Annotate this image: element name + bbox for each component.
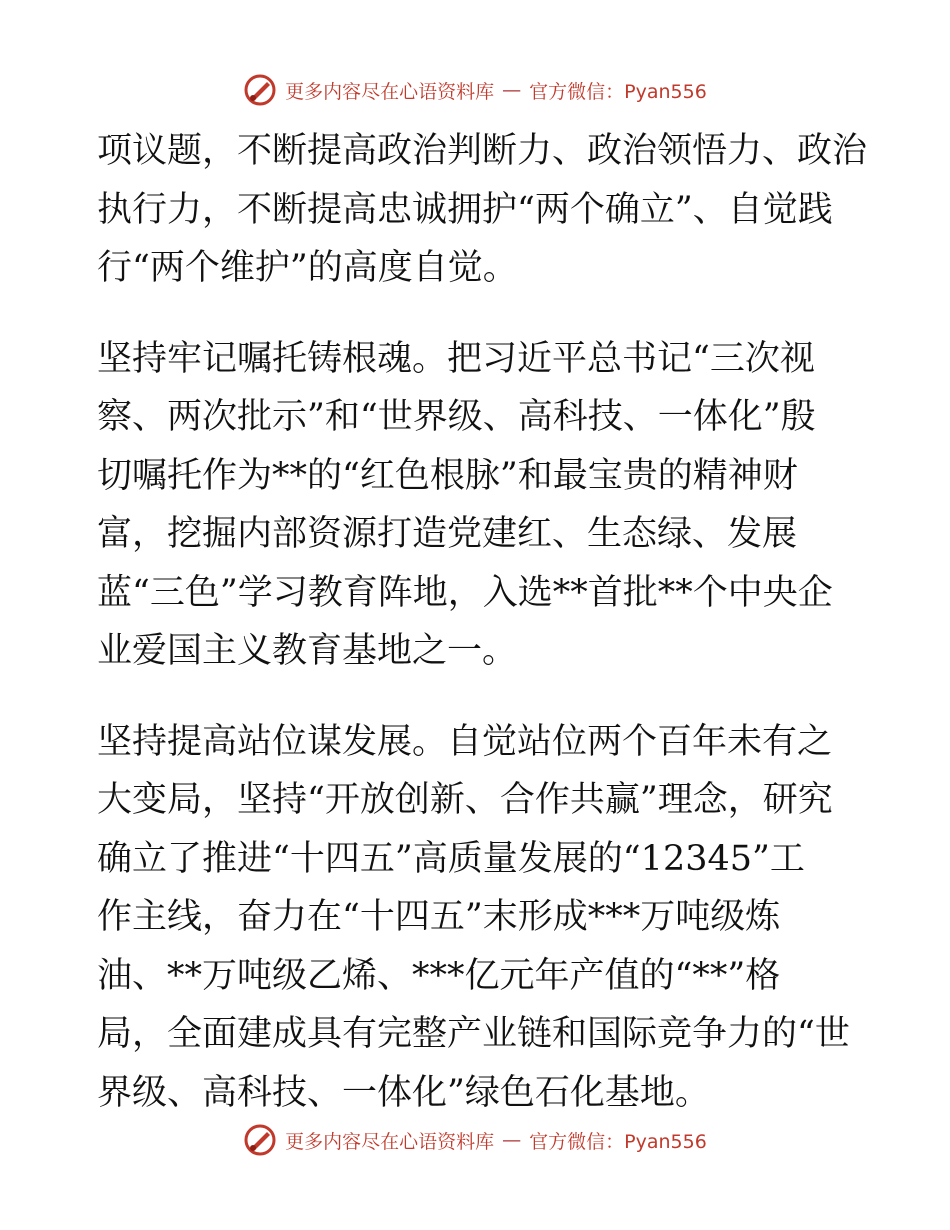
brush-logo-icon: [243, 73, 277, 107]
text-line: 坚持提高站位谋发展。自觉站位两个百年未有之: [97, 721, 833, 762]
header-dash: —: [502, 79, 522, 101]
document-body: [97, 122, 868, 1122]
header-text: 更多内容尽在心语资料库: [285, 80, 495, 103]
footer-dash: —: [502, 1129, 522, 1151]
header-wechat: 官方微信：Pyan556: [529, 80, 707, 103]
text-line: 确立了推进“十四五”高质量发展的“12345”工: [97, 838, 805, 879]
text-line: 大变局，坚持“开放创新、合作共赢”理念，研究: [97, 780, 833, 820]
text-line: 局，全面建成具有完整产业链和国际竞争力的“世: [97, 1014, 850, 1054]
text-line: 项议题，不断提高政治判断力、政治领悟力、政治: [97, 131, 868, 171]
paragraph-3: [97, 713, 857, 1123]
text-line: 富，挖掘内部资源打造党建红、生态绿、发展: [97, 514, 798, 554]
text-line: 业爱国主义教育基地之一。: [97, 631, 518, 671]
brush-logo-icon: [243, 1123, 277, 1157]
text-line: 油、**万吨级乙烯、***亿元年产值的“**”格: [97, 955, 781, 996]
footer-watermark: [0, 1120, 950, 1160]
text-line: 蓝“三色”学习教育阵地，入选**首批**个中央企: [97, 572, 833, 613]
text-line: 坚持牢记嘱托铸根魂。把习近平总书记“三次视: [97, 338, 815, 379]
paragraph-2: [97, 330, 857, 681]
text-line: 行“两个维护”的高度自觉。: [97, 248, 518, 288]
header-watermark: [0, 70, 950, 110]
footer-wechat: 官方微信：Pyan556: [529, 1130, 707, 1153]
text-line: 界级、高科技、一体化”绿色石化基地。: [97, 1072, 710, 1113]
footer-text: 更多内容尽在心语资料库: [285, 1130, 495, 1153]
text-line: 察、两次批示”和“世界级、高科技、一体化”殷: [97, 397, 816, 437]
text-line: 切嘱托作为**的“红色根脉”和最宝贵的精神财: [97, 455, 798, 496]
text-line: 执行力，不断提高忠诚拥护“两个确立”、自觉践: [97, 189, 833, 230]
text-line: 作主线，奋力在“十四五”末形成***万吨级炼: [97, 897, 781, 937]
paragraph-1: [97, 122, 868, 298]
